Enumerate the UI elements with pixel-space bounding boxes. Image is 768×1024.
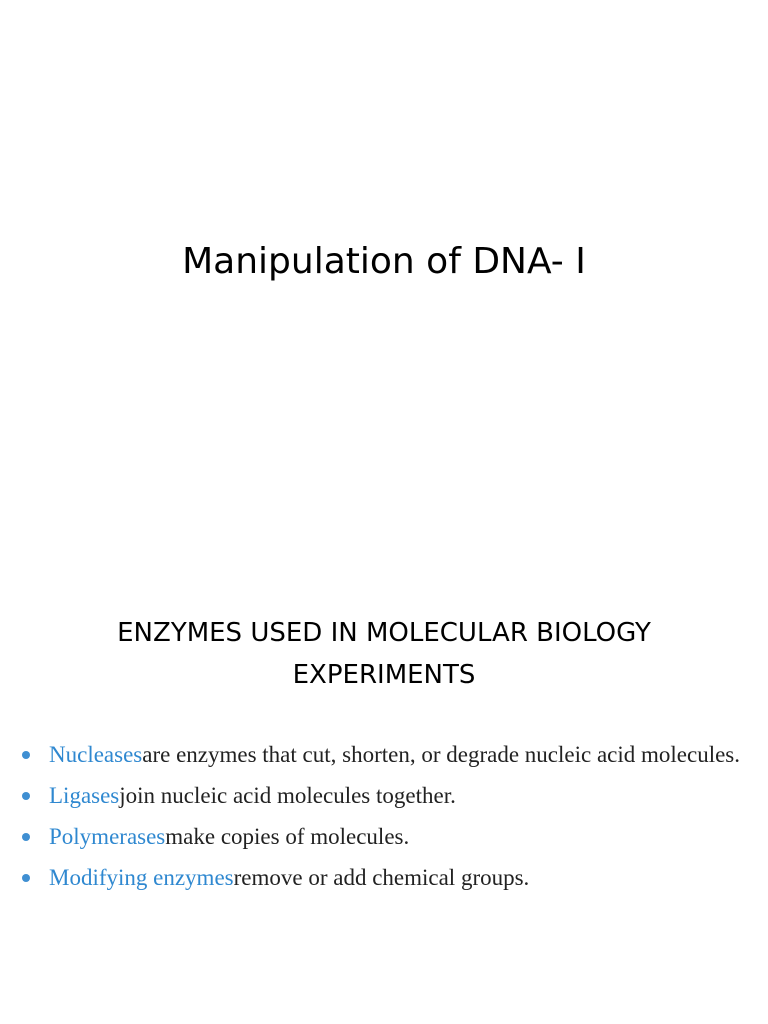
enzyme-term: Ligases	[49, 783, 120, 808]
bullet-icon	[22, 833, 30, 841]
bullet-icon	[22, 874, 30, 882]
enzyme-description: make copies of molecules.	[165, 824, 410, 849]
enzyme-term: Modifying enzymes	[49, 865, 234, 890]
enzyme-description: remove or add chemical groups.	[233, 865, 530, 890]
enzyme-term: Polymerases	[49, 824, 166, 849]
slide-title: Manipulation of DNA- I	[182, 241, 586, 282]
section-heading-line-1: ENZYMES USED IN MOLECULAR BIOLOGY	[117, 618, 651, 648]
enzyme-list	[22, 734, 740, 898]
enzyme-description: join nucleic acid molecules together.	[119, 783, 456, 808]
section-heading-line-2: EXPERIMENTS	[292, 660, 476, 690]
list-item	[22, 857, 740, 898]
enzyme-term: Nucleases	[49, 742, 143, 767]
bullet-icon	[22, 751, 30, 759]
enzyme-description: are enzymes that cut, shorten, or degrade nucleic acid molecules.	[142, 742, 740, 767]
list-item	[22, 775, 740, 816]
list-item	[22, 816, 740, 857]
bullet-icon	[22, 792, 30, 800]
section-heading	[40, 612, 728, 696]
list-item	[22, 734, 740, 775]
